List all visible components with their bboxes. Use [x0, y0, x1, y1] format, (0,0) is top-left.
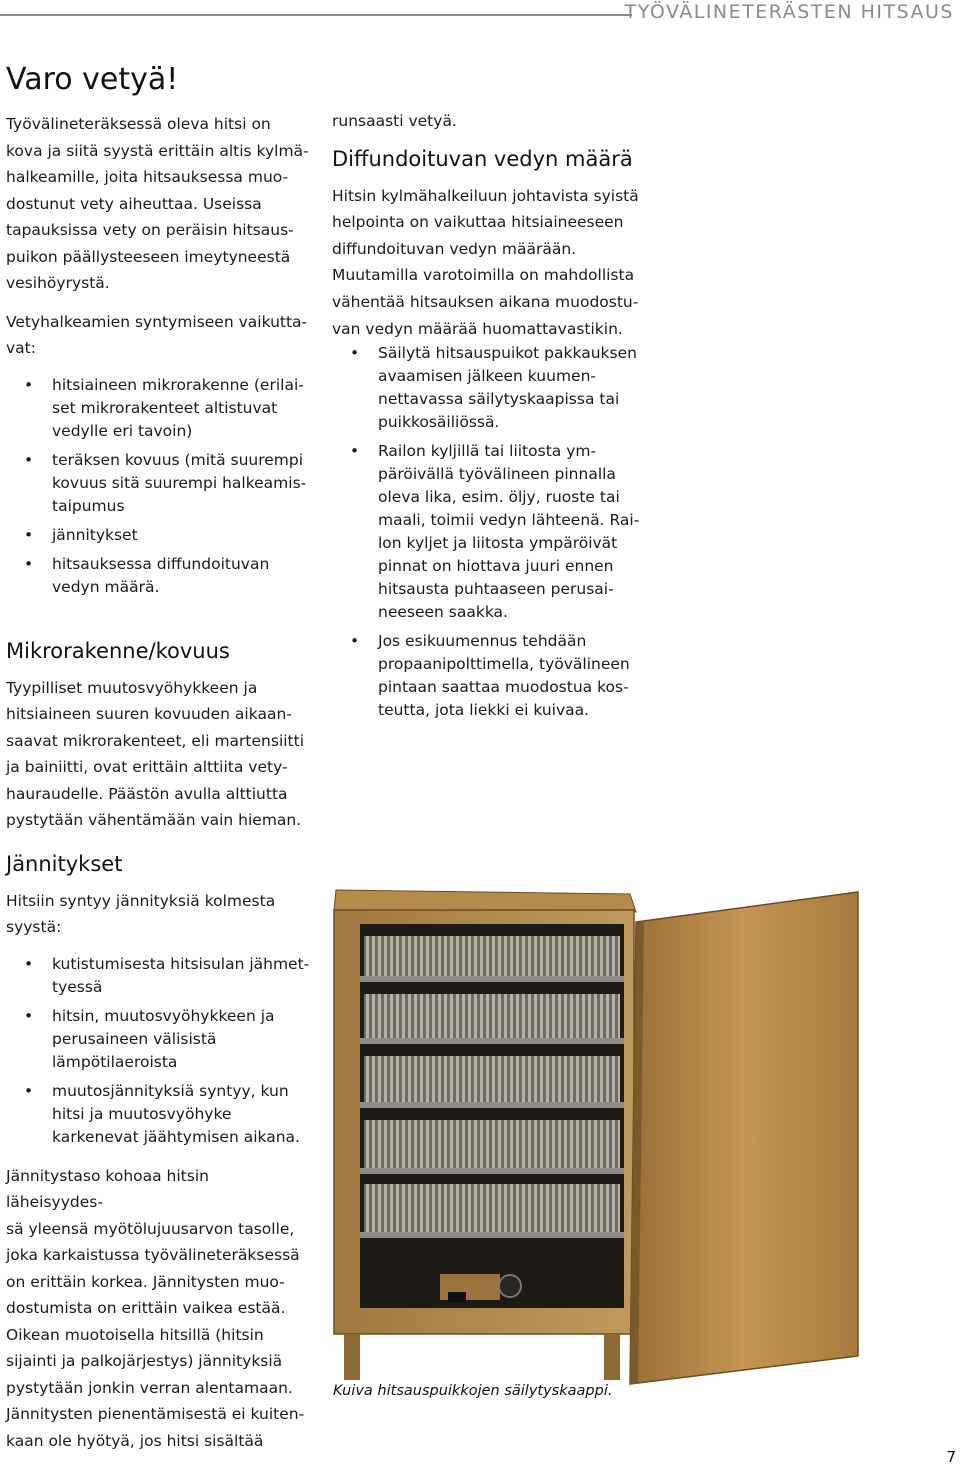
cabinet-door	[630, 892, 858, 1384]
stress-paragraph: Jännitystaso kohoaa hitsin läheisyydes- sä yleensä myötölujuusarvon tasolle, joka karkaistussa työvälineteräksessä on erittäin korkea. Jännitysten muo- dostumista on erittäin vaikea estää. Oikean muotoisella hitsillä (hitsin sijainti ja palkojärjestys) jännityksiä pystytään jonkin verran alentamaan. Jännitysten pienentämisestä ei kuiten- kaan ole hyötyä, jos hitsi sisältää	[6, 1166, 305, 1450]
section-heading-diffundoituvan: Diffundoituvan vedyn määrä	[332, 146, 633, 171]
header-rule	[0, 14, 632, 16]
right-column	[332, 108, 640, 728]
continued-text: runsaasti vetyä.	[332, 112, 457, 130]
stress-list	[6, 953, 310, 1149]
list-item: • hitsiaineen mikrorakenne (erilai- set mikrorakenteet altistuvat vedylle eri tavoin)	[6, 374, 310, 443]
storage-cabinet-photo	[330, 886, 860, 1386]
list-item: • kutistumisesta hitsisulan jähmet- tyessä	[6, 953, 310, 999]
list-item: • hitsin, muutosvyöhykkeen ja perusaineen välisistä lämpötilaeroista	[6, 1005, 310, 1074]
list-item: • jännitykset	[6, 524, 310, 547]
micro-paragraph: Tyypilliset muutosvyöhykkeen ja hitsiaineen suuren kovuuden aikaan- saavat mikrorakenteet, eli martensiitti ja bainiitti, ovat erittäin alttiita vety- hauraudelle. Päästön avulla alttiutta pystytään vähentämään vain hieman.	[6, 678, 305, 829]
factors-intro: Vetyhalkeamien syntymiseen vaikutta- vat:	[6, 312, 308, 357]
list-item: • hitsauksessa diffundoituvan vedyn määrä.	[6, 553, 310, 599]
list-item: • Railon kyljillä tai liitosta ym- päröivällä työvälineen pinnalla oleva lika, esim. öljy, ruoste tai maali, toimii vedyn lähteenä. Rai- lon kyljet ja liitosta ympäröivät pinnat on hiottava juuri ennen hitsausta puhtaaseen perusai- neeseen saakka.	[332, 440, 640, 624]
precautions-list	[332, 342, 640, 722]
control-panel	[440, 1274, 521, 1302]
list-item: • muutosjännityksiä syntyy, kun hitsi ja muutosvyöhyke karkenevat jäähtymisen aikana.	[6, 1080, 310, 1149]
list-item: • Säilytä hitsauspuikot pakkauksen avaamisen jälkeen kuumen- nettavassa säilytyskaapissa tai puikkosäiliössä.	[332, 342, 640, 434]
page-number: 7	[946, 1448, 956, 1466]
list-item: • Jos esikuumennus tehdään propaanipolttimella, työvälineen pintaan saattaa muodostua kos- teutta, jota liekki ei kuivaa.	[332, 630, 640, 722]
cabinet-legs	[344, 1334, 620, 1380]
running-header: TYÖVÄLINETERÄSTEN HITSAUS	[624, 1, 954, 23]
factors-list	[6, 374, 310, 599]
stress-intro: Hitsiin syntyy jännityksiä kolmesta syystä:	[6, 891, 276, 936]
section-heading-mikrorakenne: Mikrorakenne/kovuus	[6, 638, 230, 663]
hydrogen-paragraph: Hitsin kylmähalkeiluun johtavista syistä helpointa on vaikuttaa hitsiaineeseen diffundoituvan vedyn määrään. Muutamilla varotoimilla on mahdollista vähentää hitsauksen aikana muodostu- van vedyn määrää huomattavastikin.	[332, 186, 639, 338]
shelves	[360, 936, 624, 1238]
section-heading-jannitykset: Jännitykset	[6, 851, 123, 876]
section-heading-varo-vetya: Varo vetyä!	[6, 62, 179, 97]
figure-caption: Kuiva hitsauspuikkojen säilytyskaappi.	[333, 1383, 613, 1399]
left-column	[6, 62, 310, 1454]
list-item: • teräksen kovuus (mitä suurempi kovuus sitä suurempi halkeamis- taipumus	[6, 449, 310, 518]
intro-paragraph: Työvälineteräksessä oleva hitsi on kova ja siitä syystä erittäin altis kylmä- halkeamille, joita hitsauksessa muo- dostunut vety aiheuttaa. Useissa tapauksissa vety on peräisin hitsaus- puikon päällysteeseen imeytyneestä vesihöyrystä.	[6, 115, 309, 292]
